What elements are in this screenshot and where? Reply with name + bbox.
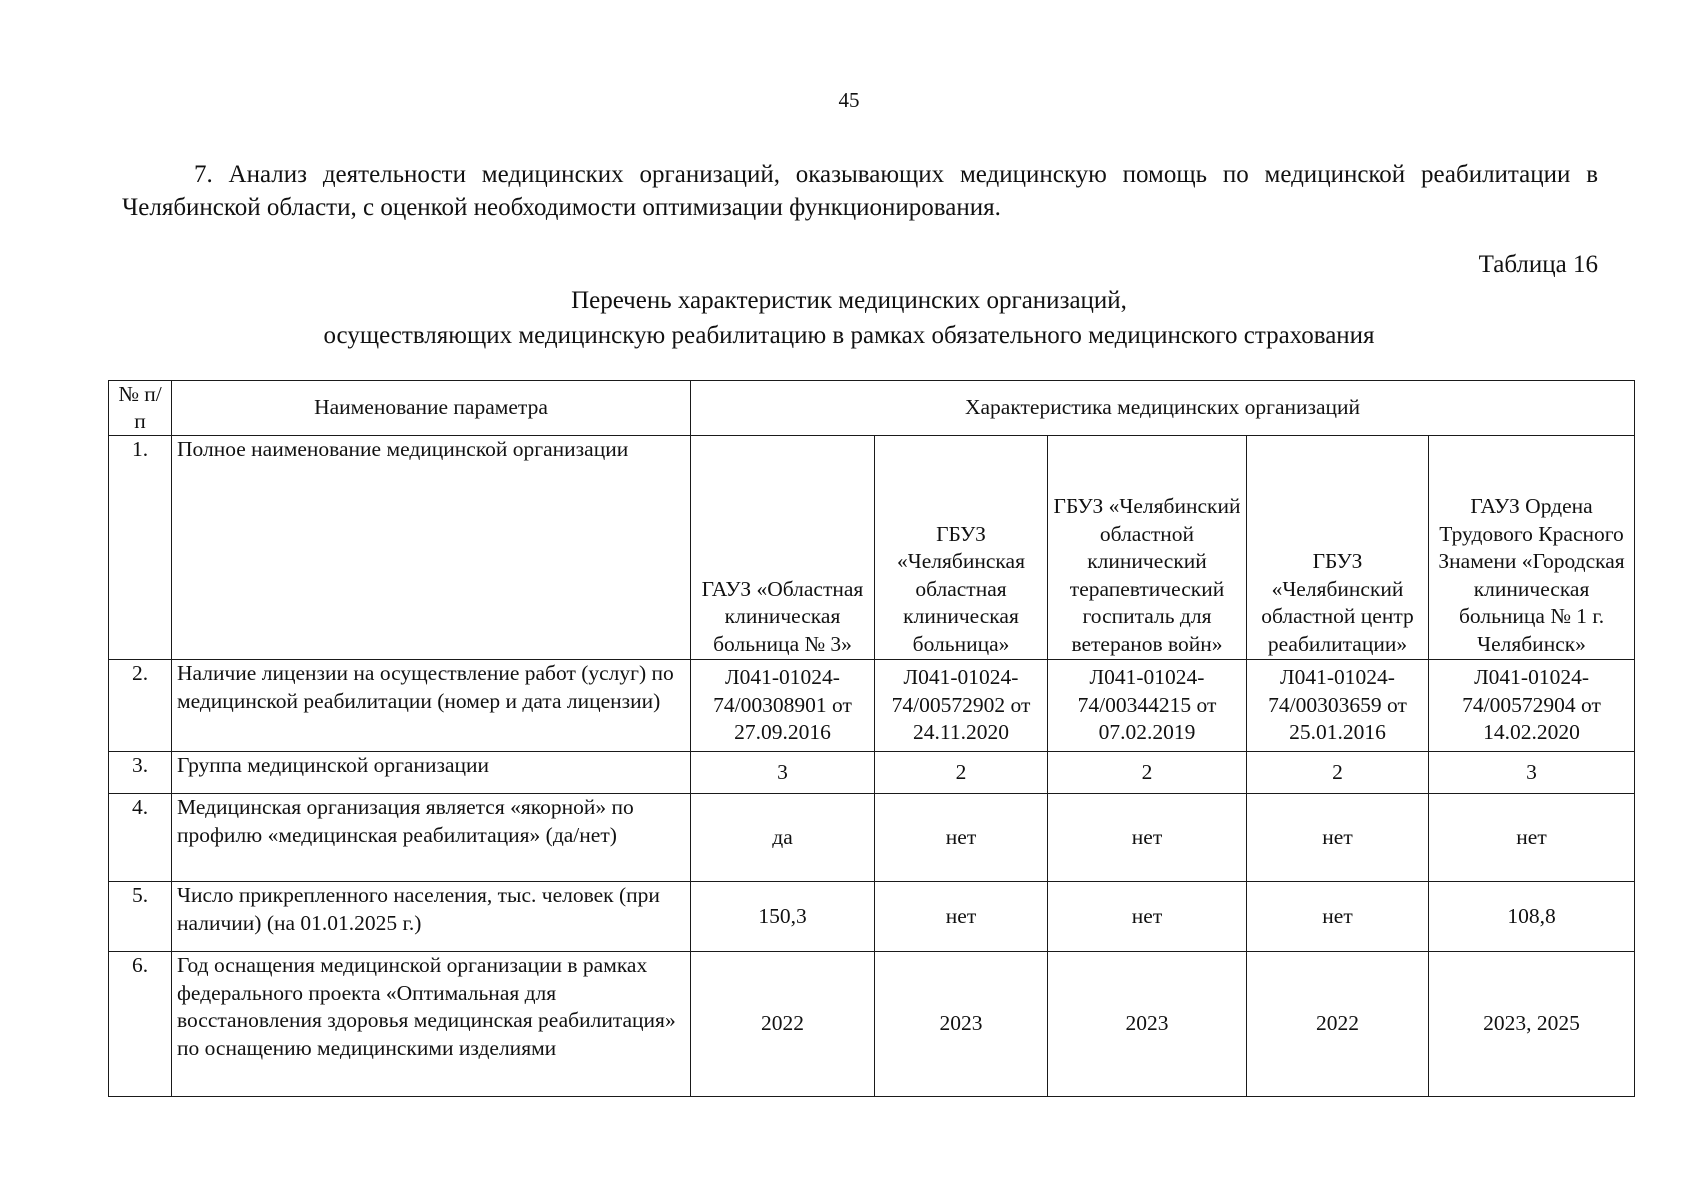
section-heading: 7. Анализ деятельности медицинских организаций, оказывающих медицинскую помощь по медицинской реабилитации в Челябинской области, с оценкой необходимости оптимизации функционирования.: [122, 161, 1598, 221]
row-value: 2: [875, 752, 1048, 794]
table-title-line-1: Перечень характеристик медицинских организаций,: [571, 287, 1127, 314]
row-value: ГАУЗ «Областная клиническая больница № 3»: [691, 436, 875, 660]
table-row: [109, 952, 1635, 1097]
row-value: нет: [875, 794, 1048, 882]
row-value: 3: [1429, 752, 1635, 794]
row-num: 6.: [109, 952, 172, 1097]
table-row: [109, 794, 1635, 882]
row-value: 2023, 2025: [1429, 952, 1635, 1097]
row-value: 2022: [1247, 952, 1429, 1097]
row-value: Л041-01024-74/00572902 от 24.11.2020: [875, 660, 1048, 752]
row-value: Л041-01024-74/00303659 от 25.01.2016: [1247, 660, 1429, 752]
row-value: да: [691, 794, 875, 882]
row-value: ГБУЗ «Челябинская областная клиническая больница»: [875, 436, 1048, 660]
row-value: 2: [1048, 752, 1247, 794]
row-value: нет: [875, 882, 1048, 952]
row-num: 4.: [109, 794, 172, 882]
row-value: 2022: [691, 952, 875, 1097]
row-param: Полное наименование медицинской организации: [172, 436, 691, 660]
row-value: 108,8: [1429, 882, 1635, 952]
row-value: ГБУЗ «Челябинский областной клинический терапевтический госпиталь для ветеранов войн»: [1048, 436, 1247, 660]
row-value: ГБУЗ «Челябинский областной центр реабилитации»: [1247, 436, 1429, 660]
row-param: Наличие лицензии на осуществление работ (услуг) по медицинской реабилитации (номер и дата лицензии): [172, 660, 691, 752]
table-row: [109, 882, 1635, 952]
row-value: 2023: [1048, 952, 1247, 1097]
row-value: 2: [1247, 752, 1429, 794]
row-value: 150,3: [691, 882, 875, 952]
table-row: [109, 436, 1635, 660]
row-param: Год оснащения медицинской организации в рамках федерального проекта «Оптимальная для восстановления здоровья медицинская реабилитация» по оснащению медицинскими изделиями: [172, 952, 691, 1097]
row-value: нет: [1048, 794, 1247, 882]
row-num: 2.: [109, 660, 172, 752]
row-num: 1.: [109, 436, 172, 660]
row-value: Л041-01024-74/00308901 от 27.09.2016: [691, 660, 875, 752]
row-value: 3: [691, 752, 875, 794]
page-number: 45: [838, 88, 860, 112]
row-num: 5.: [109, 882, 172, 952]
row-num: 3.: [109, 752, 172, 794]
header-characteristics: Характеристика медицинских организаций: [691, 381, 1635, 436]
header-param: Наименование параметра: [172, 381, 691, 436]
table-row: [109, 752, 1635, 794]
row-value: нет: [1247, 882, 1429, 952]
row-value: 2023: [875, 952, 1048, 1097]
row-value: нет: [1429, 794, 1635, 882]
row-param: Медицинская организация является «якорной» по профилю «медицинская реабилитация» (да/нет): [172, 794, 691, 882]
header-num: № п/п: [109, 381, 172, 436]
table-title-line-2: осуществляющих медицинскую реабилитацию в рамках обязательного медицинского страхования: [323, 322, 1375, 349]
row-param: Группа медицинской организации: [172, 752, 691, 794]
table-row: [109, 660, 1635, 752]
table-header-row: [109, 381, 1635, 436]
table-title: [0, 283, 1698, 353]
row-value: Л041-01024-74/00572904 от 14.02.2020: [1429, 660, 1635, 752]
row-value: Л041-01024-74/00344215 от 07.02.2019: [1048, 660, 1247, 752]
row-param: Число прикрепленного населения, тыс. человек (при наличии) (на 01.01.2025 г.): [172, 882, 691, 952]
row-value: нет: [1048, 882, 1247, 952]
row-value: ГАУЗ Ордена Трудового Красного Знамени «Городская клиническая больница № 1 г. Челябинск»: [1429, 436, 1635, 660]
row-value: нет: [1247, 794, 1429, 882]
parameters-table: [108, 380, 1635, 1097]
table-label: Таблица 16: [1478, 251, 1598, 278]
